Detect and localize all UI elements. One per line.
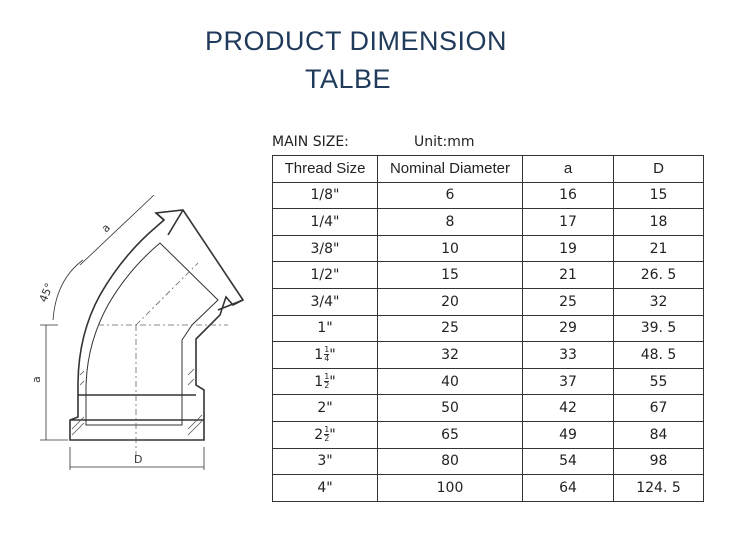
- cell-thread-size: 1/4": [273, 209, 378, 236]
- cell-d: 21: [614, 235, 704, 262]
- cell-d: 32: [614, 288, 704, 315]
- cell-nominal-diameter: 100: [378, 475, 523, 502]
- cell-a: 64: [523, 475, 614, 502]
- cell-d: 98: [614, 448, 704, 475]
- table-row: [273, 475, 704, 502]
- cell-thread-size: 1/2": [273, 262, 378, 289]
- cell-d: 55: [614, 368, 704, 395]
- table-caption-unit: Unit:mm: [414, 134, 475, 150]
- table-row: [273, 395, 704, 422]
- cell-thread-size: 2": [273, 395, 378, 422]
- cell-d: 84: [614, 421, 704, 448]
- cell-d: 26. 5: [614, 262, 704, 289]
- cell-a: 16: [523, 182, 614, 209]
- cell-nominal-diameter: 6: [378, 182, 523, 209]
- elbow-45-drawing: [28, 185, 258, 475]
- cell-thread-size: 1 $\frac{1}{2}$ ": [273, 368, 378, 395]
- table-row: [273, 315, 704, 342]
- cell-nominal-diameter: 15: [378, 262, 523, 289]
- dimension-table: [272, 155, 704, 502]
- cell-a: 33: [523, 342, 614, 369]
- cell-nominal-diameter: 25: [378, 315, 523, 342]
- cell-nominal-diameter: 40: [378, 368, 523, 395]
- header-thread-size: Thread Size: [273, 156, 378, 183]
- cell-thread-size: 3": [273, 448, 378, 475]
- table-row: [273, 342, 704, 369]
- cell-d: 124. 5: [614, 475, 704, 502]
- table-row: [273, 209, 704, 236]
- cell-d: 39. 5: [614, 315, 704, 342]
- angle-label: 45°: [36, 281, 57, 305]
- page-subtitle: TALBE: [305, 64, 392, 94]
- table-row: [273, 182, 704, 209]
- cell-nominal-diameter: 32: [378, 342, 523, 369]
- cell-thread-size: 3/8": [273, 235, 378, 262]
- cell-d: 48. 5: [614, 342, 704, 369]
- table-row: [273, 288, 704, 315]
- table-row: [273, 421, 704, 448]
- cell-a: 19: [523, 235, 614, 262]
- cell-thread-size: 4": [273, 475, 378, 502]
- cell-thread-size: 1/8": [273, 182, 378, 209]
- table-row: [273, 368, 704, 395]
- cell-a: 37: [523, 368, 614, 395]
- cell-a: 54: [523, 448, 614, 475]
- table-row: [273, 235, 704, 262]
- cell-d: 18: [614, 209, 704, 236]
- cell-thread-size: 3/4": [273, 288, 378, 315]
- header-nominal-diameter: Nominal Diameter: [378, 156, 523, 183]
- cell-thread-size: 2 $\frac{1}{2}$ ": [273, 421, 378, 448]
- table-caption-main-size: MAIN SIZE:: [272, 134, 349, 150]
- cell-nominal-diameter: 8: [378, 209, 523, 236]
- cell-nominal-diameter: 65: [378, 421, 523, 448]
- cell-a: 25: [523, 288, 614, 315]
- dimension-label-a-side: a: [30, 376, 43, 383]
- cell-nominal-diameter: 50: [378, 395, 523, 422]
- cell-a: 42: [523, 395, 614, 422]
- dimension-label-d: D: [134, 453, 143, 466]
- cell-thread-size: 1": [273, 315, 378, 342]
- cell-a: 21: [523, 262, 614, 289]
- cell-nominal-diameter: 10: [378, 235, 523, 262]
- header-a: a: [523, 156, 614, 183]
- cell-nominal-diameter: 20: [378, 288, 523, 315]
- table-row: [273, 262, 704, 289]
- page-title: PRODUCT DIMENSION: [205, 26, 508, 56]
- cell-d: 67: [614, 395, 704, 422]
- cell-d: 15: [614, 182, 704, 209]
- cell-a: 49: [523, 421, 614, 448]
- header-d: D: [614, 156, 704, 183]
- table-header-row: [273, 156, 704, 183]
- dimension-label-a-top: a: [98, 221, 113, 236]
- table-row: [273, 448, 704, 475]
- cell-a: 29: [523, 315, 614, 342]
- cell-a: 17: [523, 209, 614, 236]
- cell-thread-size: 1 $\frac{1}{4}$ ": [273, 342, 378, 369]
- cell-nominal-diameter: 80: [378, 448, 523, 475]
